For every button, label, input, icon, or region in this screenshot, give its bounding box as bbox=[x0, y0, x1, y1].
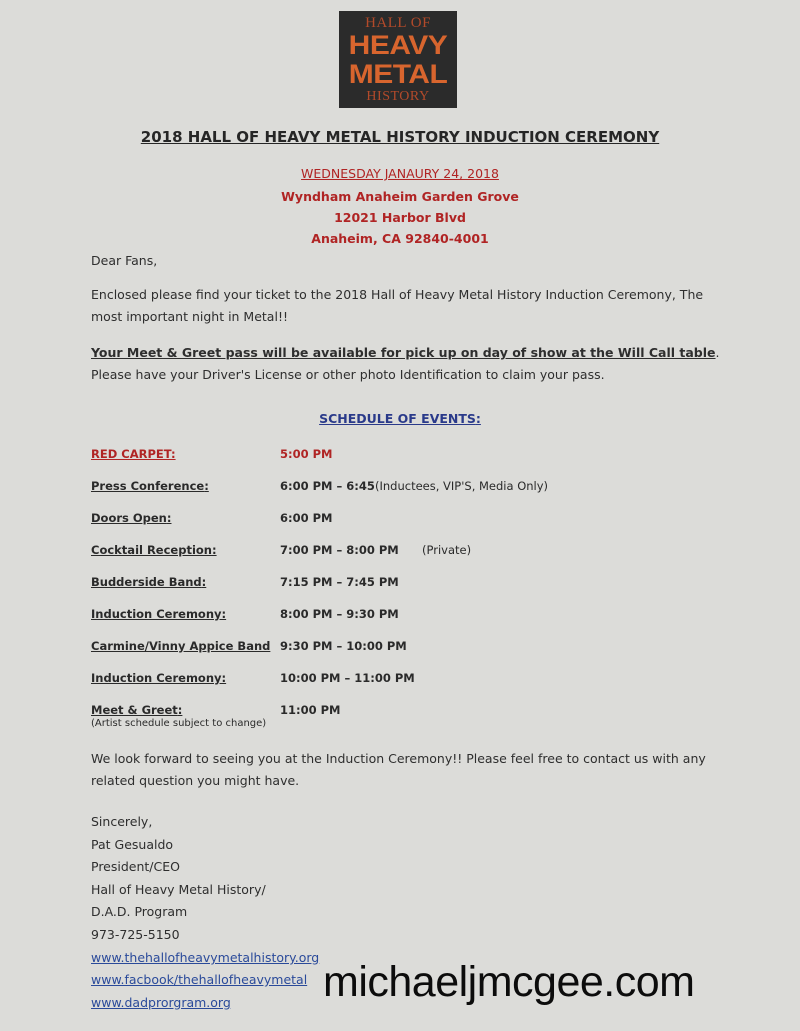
link-facebook[interactable]: www.facbook/thehallofheavymetal bbox=[91, 972, 308, 987]
event-time-cocktail-reception: 7:00 PM – 8:00 PM bbox=[280, 543, 399, 557]
logo-line-3: METAL bbox=[348, 59, 448, 90]
event-label-appice-band: Carmine/Vinny Appice Band bbox=[91, 639, 271, 653]
signature-title: President/CEO bbox=[91, 859, 180, 874]
schedule-disclaimer: (Artist schedule subject to change) bbox=[91, 718, 267, 729]
paragraph-ticket: Enclosed please find your ticket to the 2018 Hall of Heavy Metal History Induction Ceremony, The most important night in Metal!! bbox=[91, 287, 704, 324]
event-note-cocktail-reception: (Private) bbox=[422, 543, 472, 557]
hall-of-heavy-metal-history-logo bbox=[339, 11, 457, 108]
event-time-doors-open: 6:00 PM bbox=[280, 511, 333, 525]
schedule-heading-colon: : bbox=[475, 411, 481, 426]
logo-line-4: HISTORY bbox=[366, 89, 430, 104]
event-time-induction-ceremony-2: 10:00 PM – 11:00 PM bbox=[280, 671, 415, 685]
event-note-press-conference: (Inductees, VIP'S, Media Only) bbox=[375, 479, 549, 493]
event-label-doors-open: Doors Open: bbox=[91, 511, 172, 525]
event-label-budderside-band: Budderside Band: bbox=[91, 575, 207, 589]
document-title: 2018 HALL OF HEAVY METAL HISTORY INDUCTION CEREMONY bbox=[140, 128, 660, 146]
link-hall-website[interactable]: www.thehallofheavymetalhistory.org bbox=[91, 950, 320, 965]
event-time-appice-band: 9:30 PM – 10:00 PM bbox=[280, 639, 407, 653]
venue-city: Anaheim, CA 92840-4001 bbox=[311, 231, 489, 246]
event-label-induction-ceremony-1: Induction Ceremony: bbox=[91, 607, 227, 621]
event-label-induction-ceremony-2: Induction Ceremony: bbox=[91, 671, 227, 685]
event-time-budderside-band: 7:15 PM – 7:45 PM bbox=[280, 575, 399, 589]
event-label-meet-greet: Meet & Greet: bbox=[91, 703, 183, 717]
meet-greet-instructions: . Please have your Driver's License or other photo Identification to claim your pass. bbox=[91, 345, 720, 382]
meet-greet-notice: Your Meet & Greet pass will be available for pick up on day of show at the Will Call table bbox=[91, 345, 716, 360]
signature-org-2: D.A.D. Program bbox=[91, 904, 188, 919]
signature-name: Pat Gesualdo bbox=[91, 837, 174, 852]
greeting: Dear Fans, bbox=[91, 253, 158, 268]
event-label-red-carpet: RED CARPET: bbox=[91, 447, 176, 461]
event-date: WEDNESDAY JANAURY 24, 2018 bbox=[301, 166, 499, 181]
logo-line-2: HEAVY bbox=[348, 30, 448, 61]
event-time-press-conference: 6:00 PM – 6:45 bbox=[280, 479, 375, 493]
signature-org-1: Hall of Heavy Metal History/ bbox=[91, 882, 266, 897]
event-label-cocktail-reception: Cocktail Reception: bbox=[91, 543, 217, 557]
venue-name: Wyndham Anaheim Garden Grove bbox=[281, 189, 519, 204]
schedule-heading-text: SCHEDULE OF EVENTS bbox=[319, 411, 476, 426]
event-time-red-carpet: 5:00 PM bbox=[280, 447, 333, 461]
link-dad-program[interactable]: www.dadprorgram.org bbox=[91, 995, 231, 1010]
event-time-induction-ceremony-1: 8:00 PM – 9:30 PM bbox=[280, 607, 399, 621]
signature-closing: Sincerely, bbox=[91, 814, 153, 829]
venue-street: 12021 Harbor Blvd bbox=[334, 210, 466, 225]
schedule-heading bbox=[0, 411, 800, 426]
watermark: michaeljmcgee.com bbox=[323, 958, 695, 1006]
closing-paragraph: We look forward to seeing you at the Induction Ceremony!! Please feel free to contact us with any related question you might have. bbox=[91, 751, 706, 788]
paragraph-meet-greet bbox=[91, 342, 731, 386]
event-label-press-conference: Press Conference: bbox=[91, 479, 209, 493]
signature-phone: 973-725-5150 bbox=[91, 927, 180, 942]
logo-line-1: HALL OF bbox=[365, 15, 431, 31]
event-time-meet-greet: 11:00 PM bbox=[280, 703, 341, 717]
